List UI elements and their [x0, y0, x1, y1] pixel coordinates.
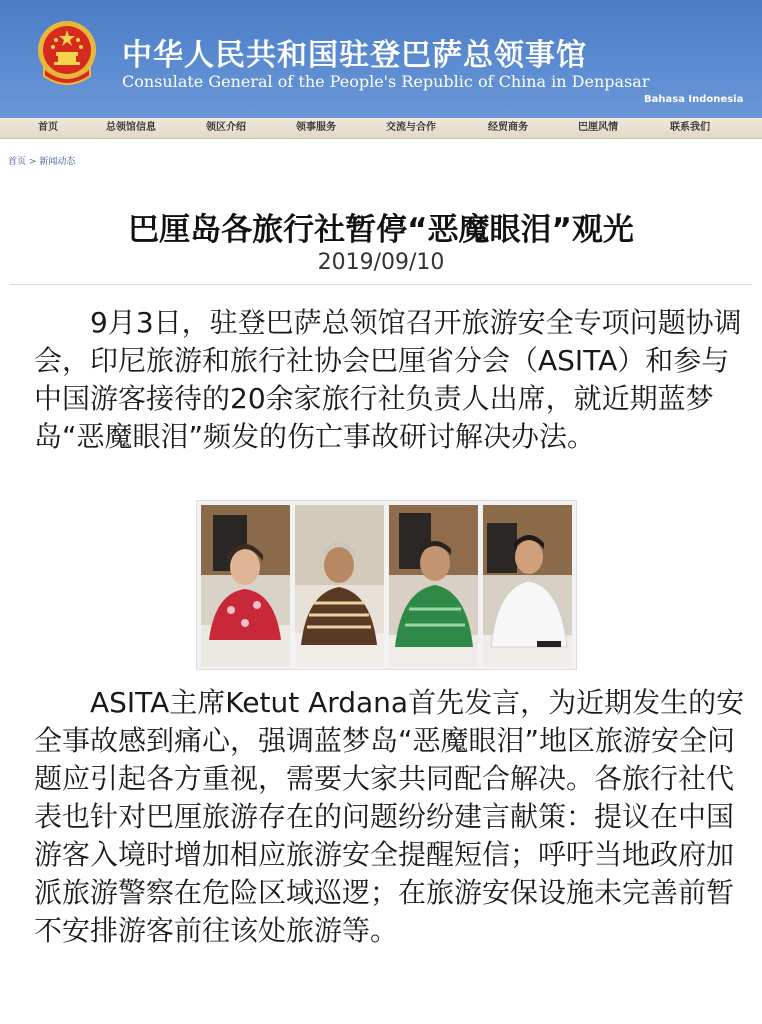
breadcrumb-news-link[interactable]: 新闻动态 — [39, 157, 76, 167]
national-emblem-icon[interactable] — [34, 18, 100, 90]
nav-item-economy-trade[interactable]: 经贸商务 — [488, 122, 528, 133]
nav-item-exchange-cooperation[interactable]: 交流与合作 — [386, 122, 436, 133]
article-paragraph-2: ASITA主席Ketut Ardana首先发言，为近期发生的安全事故感到痛心，强调蓝梦岛“恶魔眼泪”地区旅游安全问题应引起各方重视，需要大家共同配合解决。各旅行社代表也针对巴厘旅游存在的问题纷纷建言献策：提议在中国游客入境时增加相应旅游安全提醒短信；呼吁当地政府加派旅游警察在危险区域巡逻；在旅游安保设施未完善前暂不安排游客前往该处旅游等。 — [34, 686, 745, 947]
breadcrumb-separator: > — [28, 157, 37, 167]
article-paragraph-1: 9月3日，驻登巴萨总领馆召开旅游安全专项问题协调会，印尼旅游和旅行社协会巴厘省分会（ASITA）和参与中国游客接待的20余家旅行社负责人出席，就近期蓝梦岛“恶魔眼泪”频发的伤亡事故研讨解决办法。 — [34, 306, 742, 453]
site-title-chinese: 中华人民共和国驻登巴萨总领事馆 — [122, 38, 587, 73]
nav-item-district-intro[interactable]: 领区介绍 — [206, 122, 246, 133]
breadcrumb-home-link[interactable]: 首页 — [8, 157, 27, 167]
breadcrumb — [8, 154, 75, 167]
nav-item-consulate-info[interactable]: 总领馆信息 — [106, 122, 156, 133]
nav-item-contact-us[interactable]: 联系我们 — [670, 122, 710, 133]
site-header — [0, 0, 762, 118]
main-navigation — [0, 118, 762, 139]
meeting-photo-strip — [196, 500, 577, 670]
meeting-photo-man-white-shirt — [483, 505, 572, 667]
article-title: 巴厘岛各旅行社暂停“恶魔眼泪”观光 — [128, 212, 634, 248]
meeting-photo-man-batik — [295, 505, 384, 667]
site-title-english: Consulate General of the People's Republic of China in Denpasar — [122, 72, 650, 91]
meeting-photo-man-green-shirt — [389, 505, 478, 667]
nav-item-consular-services[interactable]: 领事服务 — [296, 122, 336, 133]
article-date: 2019/09/10 — [317, 250, 445, 275]
nav-item-home[interactable]: 首页 — [38, 122, 58, 133]
meeting-photo-woman-red-floral — [201, 505, 290, 667]
language-switch-link[interactable]: Bahasa Indonesia — [644, 94, 744, 105]
nav-item-bali-culture[interactable]: 巴厘风情 — [578, 122, 618, 133]
title-divider — [10, 284, 752, 285]
